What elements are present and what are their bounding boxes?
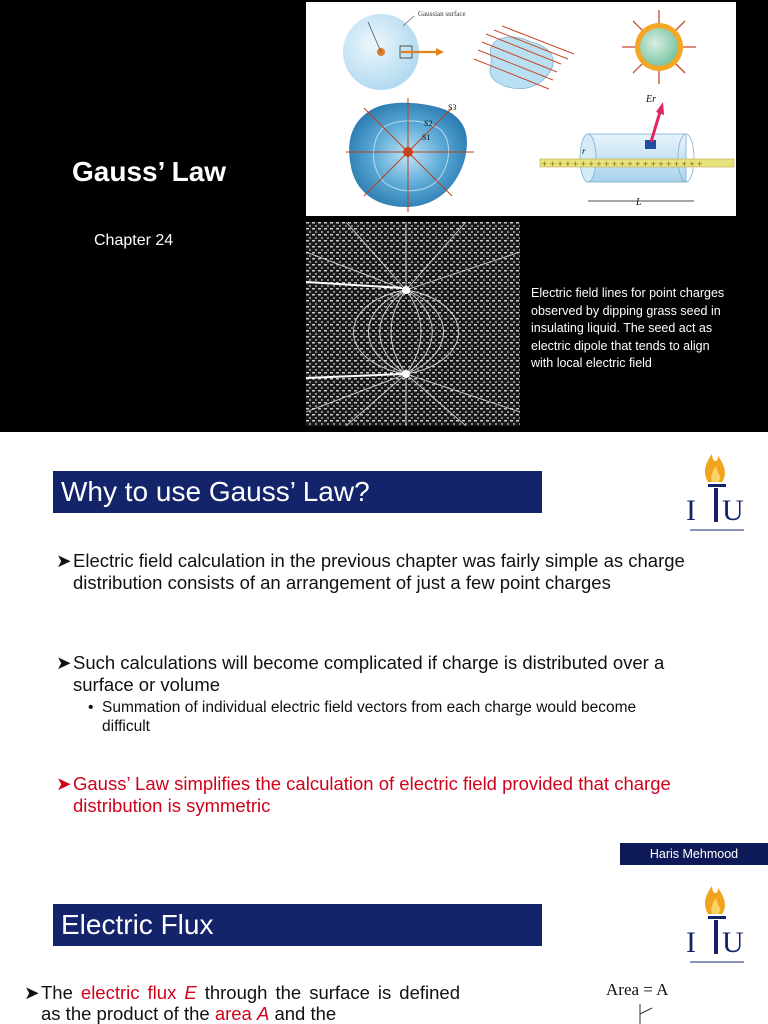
svg-text:+ + + + + + + + + + + + + + +: + + + + + + + + + + + + + + + + + + + + + (542, 159, 703, 169)
dot-bullet-icon: • (88, 699, 94, 716)
bullet-simple-calculation: ➤ Electric field calculation in the previous chapter was fairly simple as charge distribution consists of an arrangement of just a few point charges (56, 550, 685, 593)
line-charge-cylinder-figure (540, 94, 734, 208)
author-label: Haris Mehmood (620, 843, 768, 865)
chapter-subtitle: Chapter 24 (94, 232, 174, 249)
flame-torch-icon (682, 442, 752, 538)
arrow-bullet-icon: ➤ (56, 550, 72, 571)
svg-text:U: U (722, 494, 744, 527)
grass-seed-field-photo (306, 222, 520, 426)
area-label: Area = A (606, 980, 669, 999)
svg-text:L: L (636, 197, 642, 208)
charged-sphere-figure (622, 10, 696, 84)
slide-electric-flux (0, 868, 768, 1024)
svg-text:I: I (686, 494, 696, 527)
flux-definition-bullet: ➤ The electric flux E through the surface is defined as the product of the area A and the (24, 982, 460, 1024)
slide-title: Electric Flux (53, 904, 542, 946)
slide-title: Gauss’ Law (72, 156, 227, 187)
svg-text:r: r (582, 146, 586, 156)
arrow-bullet-icon: ➤ (56, 652, 72, 673)
slide-gauss-law-title (0, 0, 768, 432)
dipole-field-lines-image (306, 222, 520, 426)
arrow-bullet-icon: ➤ (24, 982, 40, 1003)
bullet-complicated-calculation: ➤ Such calculations will become complicated if charge is distributed over a surface or volume (56, 652, 665, 695)
itu-logo (682, 874, 752, 970)
slide-why-gauss-law (0, 432, 768, 868)
flame-torch-icon (682, 874, 752, 970)
svg-text:I: I (686, 926, 696, 959)
gauss-diagrams-illustration (306, 2, 736, 216)
surface-field-lines-figure (474, 26, 574, 89)
svg-text:S1: S1 (422, 133, 431, 142)
svg-text:S3: S3 (448, 103, 457, 112)
gauss-diagrams-panel (306, 2, 736, 216)
svg-text:U: U (722, 926, 744, 959)
slide-title: Why to use Gauss’ Law? (53, 471, 542, 513)
figure-caption: Electric field lines for point charges observed by dipping grass seed in insulating liquid. The seed act as electric dipole that tends to align with local electric field (531, 286, 725, 370)
svg-text:Er: Er (646, 94, 656, 105)
bullet-gauss-simplifies: ➤ Gauss’ Law simplifies the calculation of electric field provided that charge distribution is symmetric (56, 773, 671, 816)
arrow-bullet-icon: ➤ (56, 773, 72, 794)
sub-bullet-summation: • Summation of individual electric field vectors from each charge would become difficult (88, 699, 637, 735)
nested-surfaces-figure (346, 98, 474, 212)
itu-logo (682, 442, 752, 538)
area-diagram-fragment (630, 1004, 670, 1024)
svg-text:Gaussian surface: Gaussian surface (418, 10, 466, 18)
svg-text:S2: S2 (424, 119, 433, 128)
